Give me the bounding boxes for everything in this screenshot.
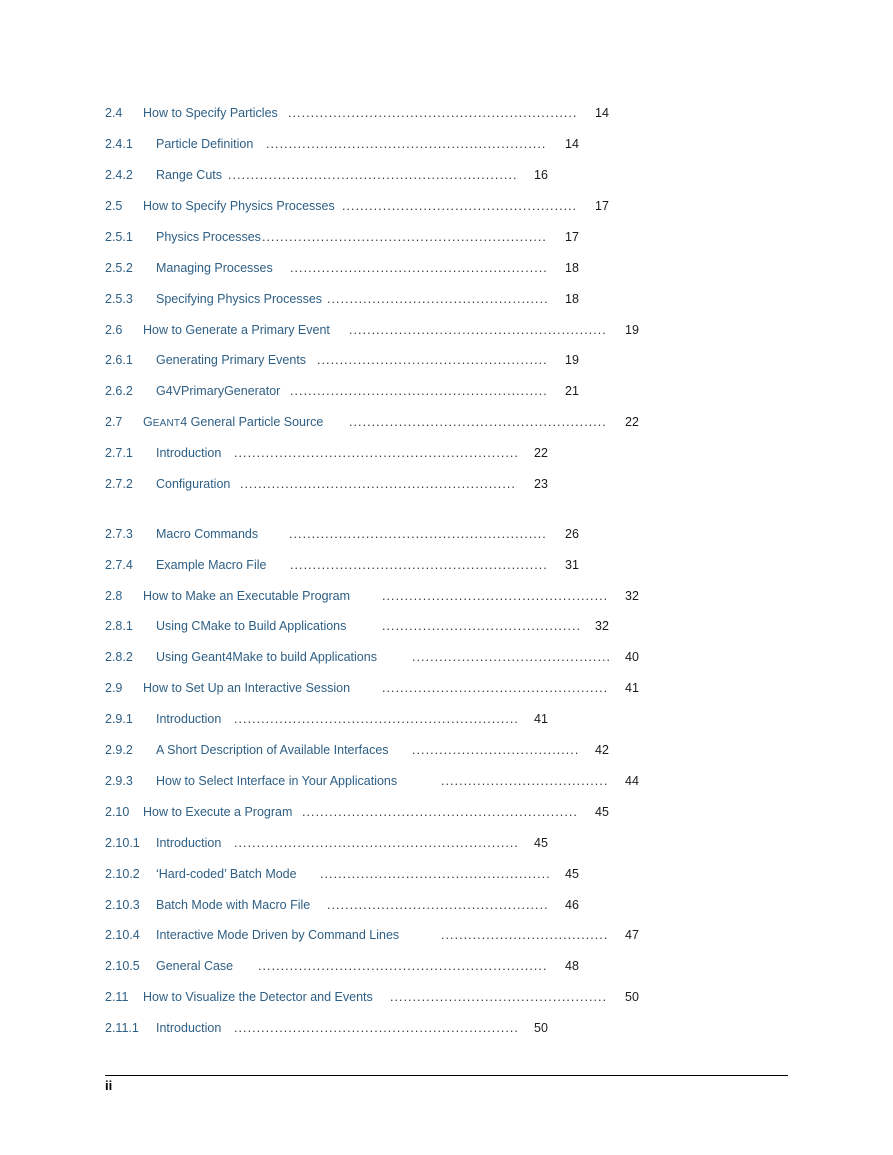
toc-leader-dots: .............................................................. xyxy=(266,137,547,151)
toc-leader-dots: ................................................................ xyxy=(288,106,578,120)
toc-leader-dots: ................................................................ xyxy=(258,959,548,973)
toc-section-title: Introduction xyxy=(156,1021,222,1035)
toc-page-number: 21 xyxy=(565,384,579,398)
toc-section-number: 2.8 xyxy=(105,589,123,603)
toc-section-title: Batch Mode with Macro File xyxy=(156,898,311,912)
toc-entry[interactable] xyxy=(0,987,893,1007)
toc-section-title: Configuration xyxy=(156,477,231,491)
toc-section-title: How to Set Up an Interactive Session xyxy=(143,681,351,695)
toc-section-number: 2.7.1 xyxy=(105,446,133,460)
toc-leader-dots: ......................................................... xyxy=(349,323,607,337)
toc-page-number: 50 xyxy=(625,990,639,1004)
toc-section-number: 2.10.2 xyxy=(105,867,140,881)
toc-section-title: Generating Primary Events xyxy=(156,353,307,367)
toc-page-number: 22 xyxy=(625,415,639,429)
toc-leader-dots: ..................................... xyxy=(441,928,609,942)
toc-entry[interactable] xyxy=(0,802,893,822)
toc-leader-dots: ................................................. xyxy=(327,292,549,306)
toc-page-number: 40 xyxy=(625,650,639,664)
toc-page-number: 44 xyxy=(625,774,639,788)
toc-section-number: 2.5.2 xyxy=(105,261,133,275)
toc-page-number: 45 xyxy=(595,805,609,819)
toc-page-number: 14 xyxy=(595,106,609,120)
toc-leader-dots: ............................................................... xyxy=(234,446,519,460)
toc-page-number: 17 xyxy=(565,230,579,244)
page-number: ii xyxy=(105,1078,113,1093)
toc-entry[interactable] xyxy=(0,381,893,401)
toc-entry[interactable] xyxy=(0,586,893,606)
toc-leader-dots: ..................................... xyxy=(441,774,609,788)
toc-page-number: 22 xyxy=(534,446,548,460)
toc-section-number: 2.7.3 xyxy=(105,527,133,541)
toc-section-title: Particle Definition xyxy=(156,137,254,151)
toc-page-number: 14 xyxy=(565,137,579,151)
toc-leader-dots: .................................................. xyxy=(382,681,609,695)
toc-section-title: How to Specify Particles xyxy=(143,106,278,120)
toc-page-number: 41 xyxy=(625,681,639,695)
toc-page-number: 23 xyxy=(534,477,548,491)
toc-section-number: 2.5 xyxy=(105,199,123,213)
toc-leader-dots: ................................................. xyxy=(327,898,549,912)
toc-entry[interactable] xyxy=(0,647,893,667)
toc-section-title: Example Macro File xyxy=(156,558,267,572)
toc-leader-dots: ............................................................. xyxy=(240,477,516,491)
toc-entry[interactable] xyxy=(0,196,893,216)
toc-page-number: 18 xyxy=(565,261,579,275)
toc-section-title: How to Make an Executable Program xyxy=(143,589,351,603)
toc-section-title: G4VPrimaryGenerator xyxy=(156,384,281,398)
toc-page-number: 17 xyxy=(595,199,609,213)
toc-entry[interactable] xyxy=(0,134,893,154)
toc-section-number: 2.10.4 xyxy=(105,928,140,942)
toc-section-title xyxy=(143,412,323,434)
toc-section-title: ‘Hard-coded’ Batch Mode xyxy=(156,867,297,881)
toc-section-number: 2.8.1 xyxy=(105,619,133,633)
toc-entry[interactable] xyxy=(0,443,893,463)
toc-section-number: 2.9.3 xyxy=(105,774,133,788)
toc-section-title: Introduction xyxy=(156,446,222,460)
toc-section-number: 2.10.3 xyxy=(105,898,140,912)
toc-section-number: 2.7.2 xyxy=(105,477,133,491)
toc-section-title: How to Specify Physics Processes xyxy=(143,199,335,213)
toc-section-number: 2.4.2 xyxy=(105,168,133,182)
toc-page-number: 42 xyxy=(595,743,609,757)
toc-page-number: 45 xyxy=(565,867,579,881)
toc-page-number: 32 xyxy=(595,619,609,633)
toc-section-title: A Short Description of Available Interfaces xyxy=(156,743,389,757)
toc-section-number: 2.10.1 xyxy=(105,836,140,850)
toc-leader-dots: ............................................ xyxy=(382,619,582,633)
footer-rule xyxy=(105,1075,788,1076)
toc-entry[interactable] xyxy=(0,412,893,432)
toc-section-number: 2.5.3 xyxy=(105,292,133,306)
toc-entry[interactable] xyxy=(0,771,893,791)
toc-section-number: 2.5.1 xyxy=(105,230,133,244)
toc-section-title: Specifying Physics Processes xyxy=(156,292,323,306)
toc-section-number: 2.10 xyxy=(105,805,130,819)
toc-page-number: 48 xyxy=(565,959,579,973)
toc-leader-dots: ................................................................ xyxy=(228,168,518,182)
toc-leader-dots: ............................................................... xyxy=(234,1021,519,1035)
toc-section-title: How to Generate a Primary Event xyxy=(143,323,330,337)
toc-section-title: General Case xyxy=(156,959,234,973)
toc-page-number: 32 xyxy=(625,589,639,603)
toc-page-number: 50 xyxy=(534,1021,548,1035)
toc-section-number: 2.7.4 xyxy=(105,558,133,572)
toc-section-title: Introduction xyxy=(156,712,222,726)
toc-section-number: 2.9.1 xyxy=(105,712,133,726)
toc-section-number: 2.11.1 xyxy=(105,1021,139,1035)
toc-section-number: 2.6 xyxy=(105,323,123,337)
toc-leader-dots: ............................................................... xyxy=(234,836,519,850)
toc-entry[interactable] xyxy=(0,555,893,575)
toc-section-title: How to Select Interface in Your Applications xyxy=(156,774,398,788)
title-smallcaps: EANT xyxy=(152,418,181,429)
toc-leader-dots: ......................................................... xyxy=(289,527,547,541)
title-rest: 4 General Particle Source xyxy=(180,415,324,429)
toc-leader-dots: ................................................ xyxy=(390,990,608,1004)
toc-section-number: 2.4 xyxy=(105,106,123,120)
toc-page-number: 19 xyxy=(565,353,579,367)
toc-page-number: 19 xyxy=(625,323,639,337)
toc-page-number: 31 xyxy=(565,558,579,572)
toc-leader-dots: ............................................................... xyxy=(262,230,547,244)
toc-entry[interactable] xyxy=(0,103,893,123)
toc-section-number: 2.4.1 xyxy=(105,137,133,151)
toc-section-number: 2.7 xyxy=(105,415,123,429)
toc-leader-dots: ................................................... xyxy=(320,867,551,881)
toc-section-title: Physics Processes xyxy=(156,230,261,244)
toc-entry[interactable] xyxy=(0,474,893,494)
toc-section-title: Range Cuts xyxy=(156,168,223,182)
toc-entry[interactable] xyxy=(0,258,893,278)
toc-section-title: How to Visualize the Detector and Events xyxy=(143,990,373,1004)
toc-leader-dots: ......................................................... xyxy=(290,261,548,275)
toc-leader-dots: ............................................................... xyxy=(234,712,519,726)
toc-leader-dots: ......................................................... xyxy=(290,558,548,572)
toc-leader-dots: ......................................................... xyxy=(349,415,607,429)
toc-entry[interactable] xyxy=(0,678,893,698)
toc-leader-dots: ..................................... xyxy=(412,743,580,757)
toc-section-title: Macro Commands xyxy=(156,527,259,541)
toc-entry[interactable] xyxy=(0,350,893,370)
toc-section-title: Using Geant4Make to build Applications xyxy=(156,650,377,664)
toc-page-number: 16 xyxy=(534,168,548,182)
toc-section-number: 2.8.2 xyxy=(105,650,133,664)
toc-section-number: 2.9 xyxy=(105,681,123,695)
toc-page-number: 41 xyxy=(534,712,548,726)
toc-entry[interactable] xyxy=(0,320,893,340)
toc-entry[interactable] xyxy=(0,289,893,309)
toc-section-number: 2.6.1 xyxy=(105,353,133,367)
toc-leader-dots: ............................................................. xyxy=(302,805,578,819)
toc-leader-dots: .................................................... xyxy=(342,199,578,213)
toc-section-title: Introduction xyxy=(156,836,222,850)
toc-section-title: Managing Processes xyxy=(156,261,273,275)
toc-leader-dots: ................................................... xyxy=(317,353,548,367)
toc-section-title: How to Execute a Program xyxy=(143,805,293,819)
toc-leader-dots: ............................................ xyxy=(412,650,612,664)
toc-page-number: 18 xyxy=(565,292,579,306)
toc-page-number: 47 xyxy=(625,928,639,942)
toc-entry[interactable] xyxy=(0,895,893,915)
toc-page-number: 26 xyxy=(565,527,579,541)
toc-entry[interactable] xyxy=(0,833,893,853)
toc-entry[interactable] xyxy=(0,925,893,945)
toc-entry[interactable] xyxy=(0,740,893,760)
toc-entry[interactable] xyxy=(0,709,893,729)
toc-entry[interactable] xyxy=(0,616,893,636)
toc-entry[interactable] xyxy=(0,864,893,884)
toc-section-title: Interactive Mode Driven by Command Lines xyxy=(156,928,400,942)
toc-page-number: 46 xyxy=(565,898,579,912)
toc-entry[interactable] xyxy=(0,956,893,976)
toc-page-number: 45 xyxy=(534,836,548,850)
toc-entry[interactable] xyxy=(0,227,893,247)
toc-section-title: Using CMake to Build Applications xyxy=(156,619,347,633)
toc-entry[interactable] xyxy=(0,1018,893,1038)
toc-section-number: 2.11 xyxy=(105,990,129,1004)
toc-section-number: 2.10.5 xyxy=(105,959,140,973)
toc-leader-dots: ......................................................... xyxy=(290,384,548,398)
toc-section-number: 2.6.2 xyxy=(105,384,133,398)
toc-entry[interactable] xyxy=(0,165,893,185)
toc-entry[interactable] xyxy=(0,524,893,544)
toc-section-number: 2.9.2 xyxy=(105,743,133,757)
toc-leader-dots: .................................................. xyxy=(382,589,609,603)
title-prefix: G xyxy=(143,415,153,429)
